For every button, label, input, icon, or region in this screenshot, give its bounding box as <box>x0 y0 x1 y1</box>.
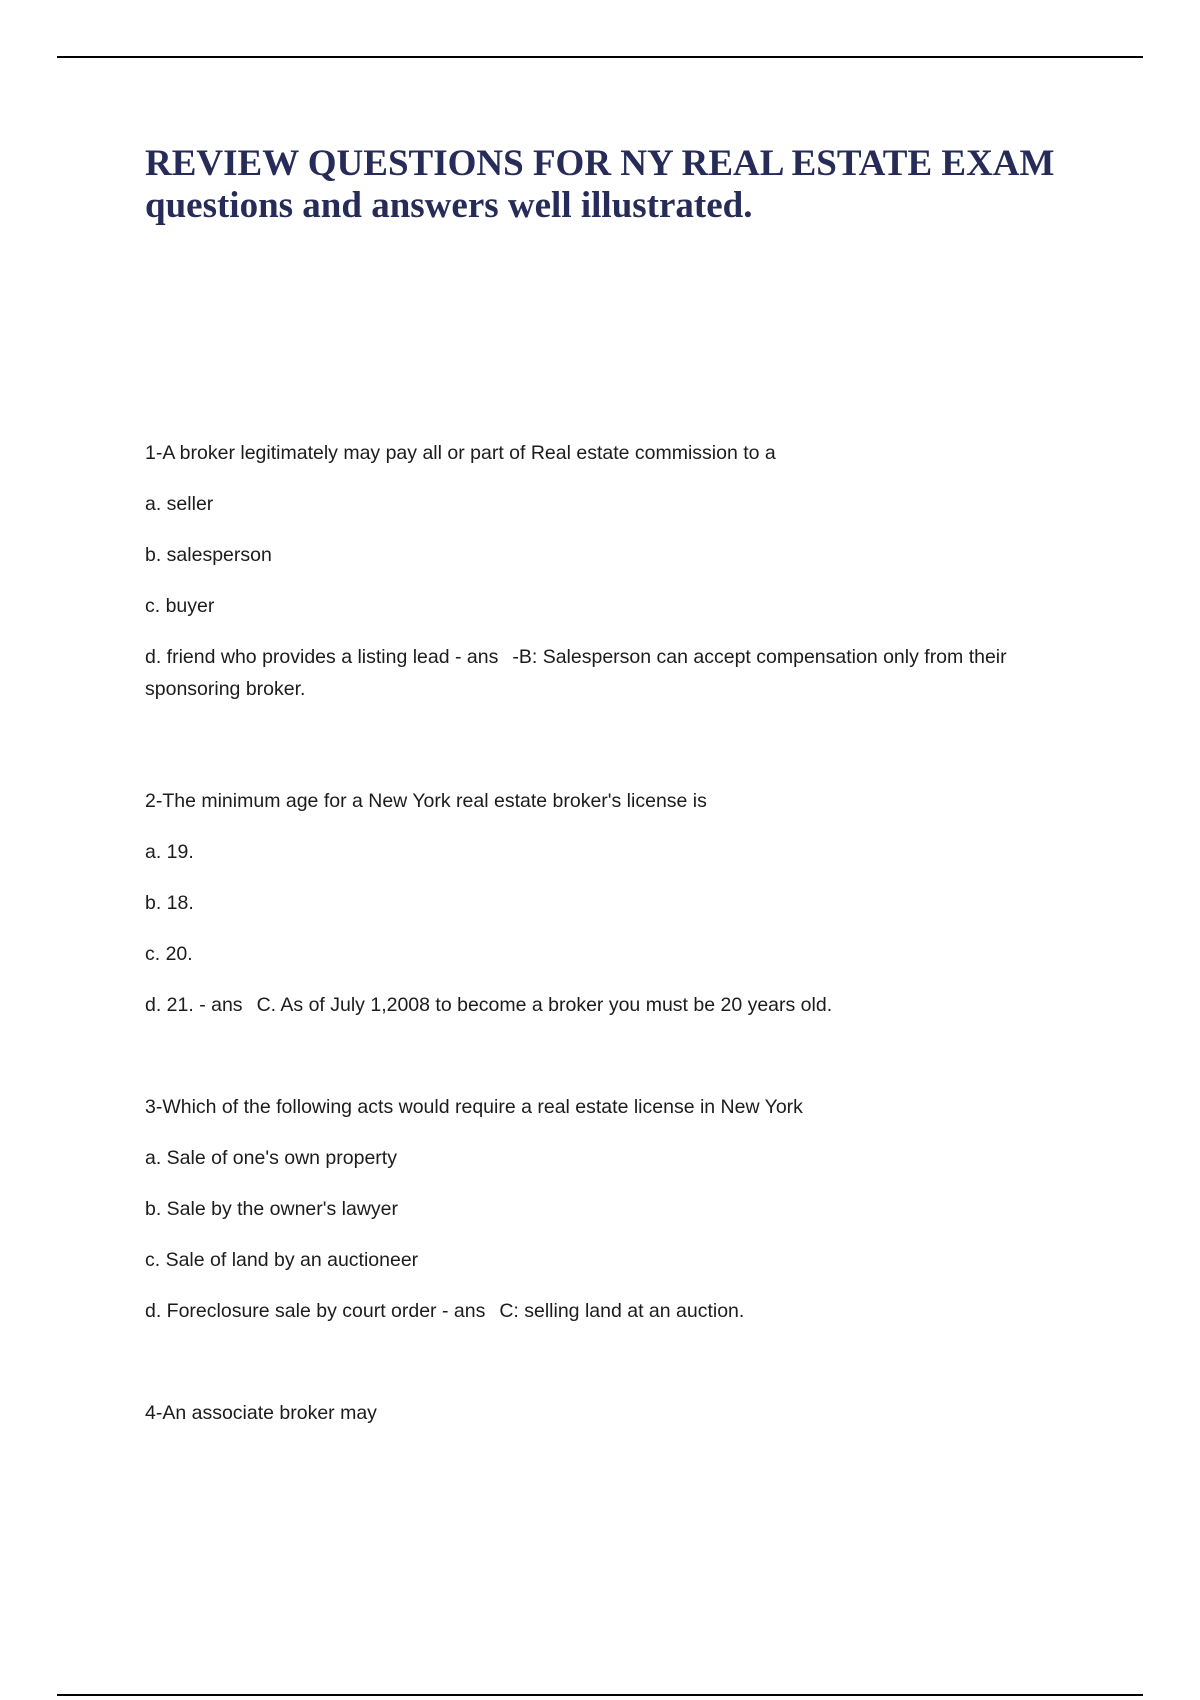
question-2 <box>145 785 1075 1021</box>
option-d: d. friend who provides a listing lead - ans <box>145 646 499 668</box>
option-a: a. Sale of one's own property <box>145 1147 397 1169</box>
questions-list <box>145 437 1075 1448</box>
question-text: 4-An associate broker may <box>145 1402 377 1424</box>
option-d: d. Foreclosure sale by court order - ans <box>145 1300 486 1322</box>
title-line-1: REVIEW QUESTIONS FOR NY REAL ESTATE EXAM <box>145 143 1055 184</box>
option-a: a. seller <box>145 493 214 515</box>
option-d-with-answer <box>145 1295 1075 1327</box>
question-text: 3-Which of the following acts would require a real estate license in New York <box>145 1096 803 1118</box>
option-b: b. 18. <box>145 892 194 914</box>
document-title <box>145 143 1105 227</box>
title-line-2: questions and answers well illustrated. <box>145 185 753 226</box>
option-d: d. 21. - ans <box>145 994 243 1016</box>
option-c: c. buyer <box>145 595 215 617</box>
question-4 <box>145 1397 1075 1429</box>
option-b: b. salesperson <box>145 544 272 566</box>
option-d-with-answer <box>145 641 1075 705</box>
answer-text: C: selling land at an auction. <box>499 1300 745 1322</box>
question-text: 1-A broker legitimately may pay all or part of Real estate commission to a <box>145 442 776 464</box>
question-1 <box>145 437 1075 705</box>
answer-text: C. As of July 1,2008 to become a broker you must be 20 years old. <box>256 994 833 1016</box>
option-a: a. 19. <box>145 841 194 863</box>
option-b: b. Sale by the owner's lawyer <box>145 1198 399 1220</box>
option-c: c. 20. <box>145 943 193 965</box>
top-rule <box>57 56 1143 58</box>
option-d-with-answer <box>145 989 1075 1021</box>
option-c: c. Sale of land by an auctioneer <box>145 1249 419 1271</box>
answer-text: -B: Salesperson can accept compensation only from their sponsoring broker. <box>145 646 1007 700</box>
question-text: 2-The minimum age for a New York real estate broker's license is <box>145 790 707 812</box>
question-3 <box>145 1091 1075 1327</box>
bottom-rule <box>57 1694 1143 1696</box>
